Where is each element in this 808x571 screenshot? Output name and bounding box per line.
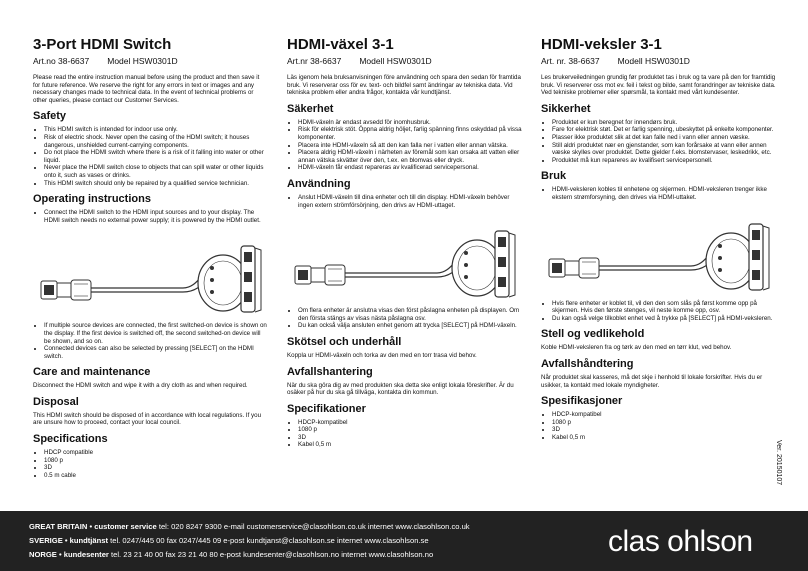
safety-list (287, 119, 522, 172)
hdmi-switch-illustration (287, 213, 522, 301)
safety-list (541, 119, 776, 165)
product-illustration (287, 213, 522, 301)
specification-item: • 3D (44, 464, 268, 472)
safety-item: • HDMI-växeln får endast repareras av kvalificerad servicepersonal. (298, 164, 522, 172)
safety-item: • HDMI-växeln är endast avsedd för inomhusbruk. (298, 119, 522, 127)
safety-item: • Produktet er kun beregnet for innendørs bruk. (552, 119, 776, 127)
version-label: Ver. 20150107 (775, 440, 782, 486)
specifications-list (287, 419, 522, 449)
operating-list-2 (287, 307, 522, 330)
care-heading: Skötsel och underhåll (287, 335, 402, 348)
specification-item: • HDCP-kompatibel (298, 419, 522, 427)
product-title: 3-Port HDMI Switch (33, 36, 172, 53)
specifications-heading: Specifikationer (287, 402, 366, 415)
specification-item: • 1080 p (298, 426, 522, 434)
specification-item: • HDCP compatible (44, 449, 268, 457)
operating-item: • Du kan også velge tilkoblet enhet ved å trykke på [SELECT] på HDMI-veksleren. (552, 315, 776, 323)
disposal-heading: Avfallshantering (287, 365, 373, 378)
operating-item: • Anslut HDMI-växeln till dina enheter och till din display. HDMI-växeln behöver ingen extern strömförsörjning, den drivs av HDMI-uttaget. (298, 194, 522, 209)
disposal-heading: Disposal (33, 395, 79, 408)
article-number-line (33, 56, 268, 66)
safety-item: • Fare for elektrisk støt. Det er farlig spenning, ubeskyttet på enkelte komponenter. (552, 126, 776, 134)
specifications-heading: Spesifikasjoner (541, 395, 623, 408)
safety-item: • Risk för elektrisk stöt. Öppna aldrig höljet, farlig spänning finns oskyddad på vissa komponenter. (298, 126, 522, 141)
specification-item: • 3D (298, 434, 522, 442)
article-number: Art.no 38-6637 (33, 56, 90, 66)
footer-contact-uk: GREAT BRITAIN • customer service tel: 020 8247 9300 e-mail customerservice@clasohlson.co.uk internet www.clasohlson.co.uk (29, 522, 470, 531)
footer-contact-se: SVERIGE • kundtjänst tel. 0247/445 00 fax 0247/445 09 e-post kundtjanst@clasohlson.se internet www.clasohlson.se (29, 536, 429, 545)
hdmi-switch-illustration (33, 228, 268, 316)
model-number: Modell HSW0301D (359, 56, 432, 66)
safety-item: • This HDMI switch should only be repaired by a qualified service technician. (44, 180, 268, 188)
care-heading: Stell og vedlikehold (541, 328, 645, 341)
disposal-text: När du ska göra dig av med produkten ska detta ske enligt lokala föreskrifter. Är du osäker på hur du ska gå tillväga, kontakta din kommun. (287, 381, 514, 397)
column-norwegian (541, 36, 776, 445)
article-number: Art.nr 38-6637 (287, 56, 342, 66)
operating-item: • Hvis flere enheter er koblet til, vil den den som slås på først komme opp på skjermen. Hvis den første stenges, vil neste komme opp, osv. (552, 300, 776, 315)
article-number-line (541, 56, 776, 66)
operating-list-2 (33, 322, 268, 360)
safety-item: • Placera aldrig HDMI-växeln i närheten av föremål som kan orsaka att vatten eller annan vätska skvätter över den, t.ex. en blomvas eller dryck. (298, 149, 522, 164)
care-text: Disconnect the HDMI switch and wipe it with a dry cloth as and when required. (33, 382, 248, 390)
footer (0, 511, 808, 571)
specification-item: • 3D (552, 426, 776, 434)
care-text: Koble HDMI-veksleren fra og tørk av den med en tørr klut, ved behov. (541, 344, 732, 352)
footer-contact-no: NORGE • kundesenter tel. 23 21 40 00 fax 23 21 40 80 e-post kundesenter@clasohlson.no internet www.clasohlson.no (29, 550, 434, 559)
safety-heading: Safety (33, 110, 67, 123)
specification-item: • HDCP-kompatibel (552, 411, 776, 419)
specifications-list (541, 411, 776, 441)
operating-item: • Du kan också välja ansluten enhet genom att trycka [SELECT] på HDMI-växeln. (298, 322, 522, 330)
safety-item: • Placera inte HDMI-växeln så att den kan falla ner i vatten eller annan vätska. (298, 142, 522, 150)
safety-item: • Risk of electric shock. Never open the casing of the HDMI switch; it houses dangerous, unshielded current-carrying components. (44, 134, 268, 149)
safety-item: • Produktet må kun repareres av kvalifisert servicepersonell. (552, 157, 776, 165)
operating-list (287, 194, 522, 209)
operating-heading: Användning (287, 177, 351, 190)
article-number: Art. nr. 38-6637 (541, 56, 600, 66)
operating-item: • If multiple source devices are connected, the first switched-on device is shown on the display. If the first device is switched off, the second switched-on device will be shown, and so on. (44, 322, 268, 345)
operating-item: • HDMI-veksleren kobles til enhetene og skjermen. HDMI-veksleren trenger ikke ekstern strømforsyning, den drives via HDMI-uttaket. (552, 186, 776, 201)
safety-item: • Never place the HDMI switch close to objects that can spill water or other liquids onto it, such as vases or drinks. (44, 164, 268, 179)
disposal-text: Når produktet skal kasseres, må det skje i henhold til lokale forskrifter. Hvis du er usikker, ta kontakt med lokale myndigheter. (541, 373, 763, 389)
product-title: HDMI-växel 3-1 (287, 36, 394, 53)
specification-item: • 1080 p (552, 419, 776, 427)
operating-heading: Operating instructions (33, 193, 151, 206)
safety-item: • This HDMI switch is intended for indoor use only. (44, 126, 268, 134)
specifications-list (33, 449, 268, 479)
safety-heading: Sikkerhet (541, 102, 591, 115)
specification-item: • 0.5 m cable (44, 472, 268, 480)
safety-item: • Do not place the HDMI switch where there is a risk of it falling into water or other liquid. (44, 149, 268, 164)
intro-text: Please read the entire instruction manual before using the product and then save it for future reference. We reserve the right for any errors in text or images and any necessary changes made to technical data. In the event of technical problems or other queries, please contact our Customer Services. (33, 74, 260, 104)
operating-item: • Connect the HDMI switch to the HDMI input sources and to your display. The HDMI switch needs no external power supply; it is powered by the HDMI outlet. (44, 209, 268, 224)
operating-heading: Bruk (541, 170, 567, 183)
specification-item: • Kabel 0,5 m (298, 441, 522, 449)
safety-heading: Säkerhet (287, 102, 334, 115)
model-number: Model HSW0301D (107, 56, 178, 66)
product-title: HDMI-veksler 3-1 (541, 36, 662, 53)
operating-item: • Om flera enheter är anslutna visas den först påslagna enheten på displayen. Om den första stängs av visas nästa påslagna osv. (298, 307, 522, 322)
hdmi-switch-illustration (541, 206, 776, 294)
operating-item: • Connected devices can also be selected by pressing [SELECT] on the HDMI switch. (44, 345, 268, 360)
brand-logo: clas ohlson (608, 525, 753, 558)
safety-list (33, 126, 268, 187)
article-number-line (287, 56, 522, 66)
care-heading: Care and maintenance (33, 366, 151, 379)
disposal-heading: Avfallshåndtering (541, 357, 634, 370)
safety-item: • Plasser ikke produktet slik at det kan falle ned i vann eller annen væske. (552, 134, 776, 142)
operating-list-2 (541, 300, 776, 323)
intro-text: Les brukerveiledningen grundig før produktet tas i bruk og ta vare på den for framtidig bruk. Vi reserverer oss mot ev. feil i tekst og bilde, samt forandringer av tekniske data. Ved tekniske problemer eller spørsmål, ta kontakt med vårt kundesenter. (541, 74, 776, 97)
column-swedish (287, 36, 522, 453)
specification-item: • 1080 p (44, 457, 268, 465)
column-english (33, 36, 268, 483)
intro-text: Läs igenom hela bruksanvisningen före användning och spara den sedan för framtida bruk. Vi reserverar oss för ev. text- och bildfel samt ändringar av tekniska data. Vid tekniska problem eller andra frågor, kontakta vår kundtjänst. (287, 74, 521, 97)
operating-list (541, 186, 776, 201)
care-text: Koppla ur HDMI-växeln och torka av den med en torr trasa vid behov. (287, 351, 477, 359)
safety-item: • Still aldri produktet nær en gjenstander, som kan forårsake at vann eller annen væske skylles over produktet. Dette gjelder f.eks. blomstervaser, leskedrikk, etc. (552, 142, 776, 157)
product-illustration (541, 206, 776, 294)
specifications-heading: Specifications (33, 433, 108, 446)
disposal-text: This HDMI switch should be disposed of in accordance with local regulations. If you are unsure how to proceed, contact your local council. (33, 411, 262, 427)
operating-list (33, 209, 268, 224)
model-number: Modell HSW0301D (617, 56, 690, 66)
specification-item: • Kabel 0,5 m (552, 434, 776, 442)
product-illustration (33, 228, 268, 316)
